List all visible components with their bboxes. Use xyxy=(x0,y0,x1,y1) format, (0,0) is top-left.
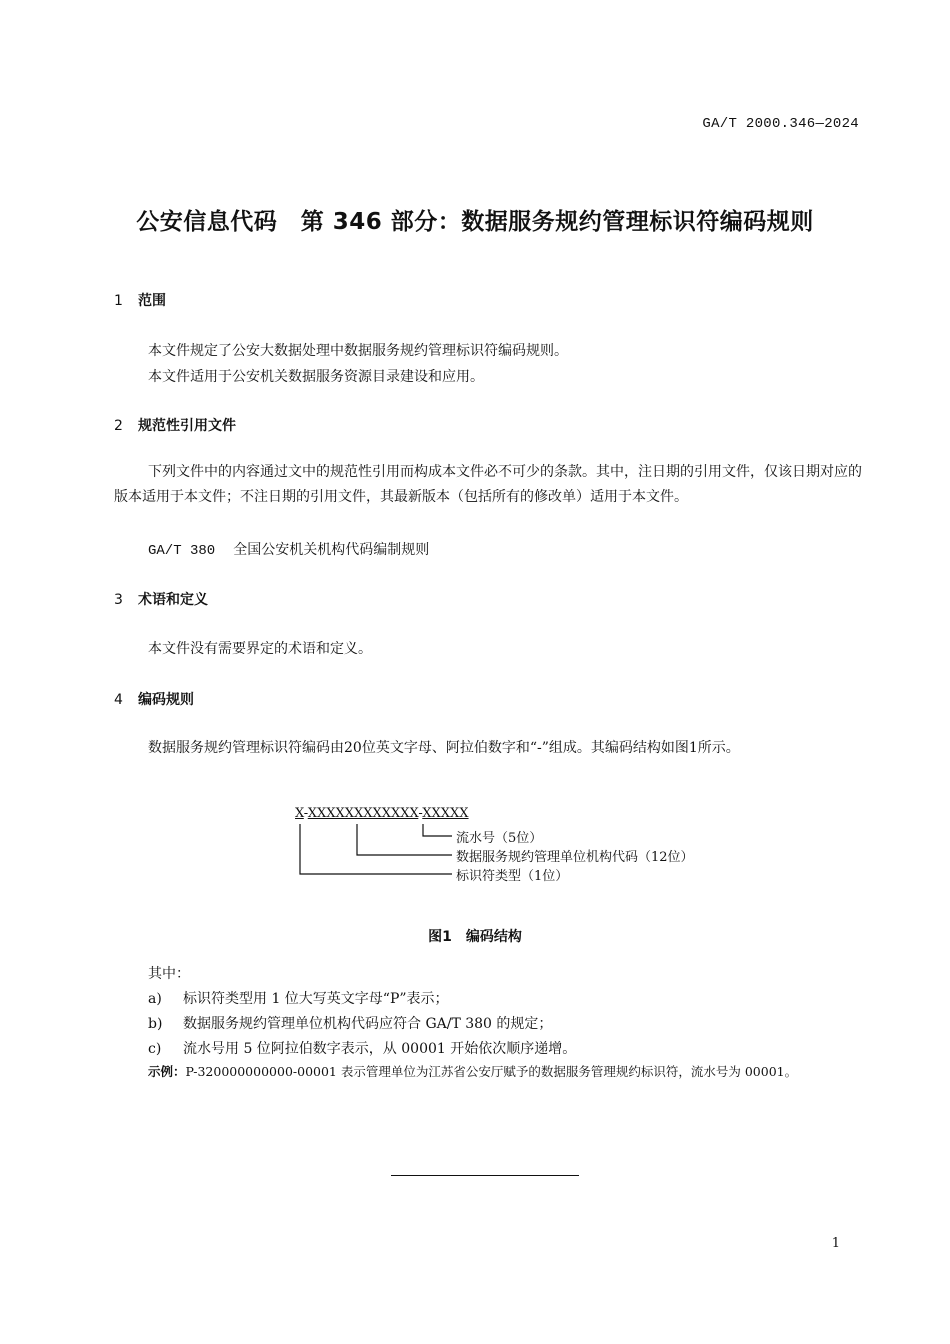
section-number: 1 xyxy=(114,293,123,309)
section-title: 编码规则 xyxy=(138,692,194,708)
code-separator: - xyxy=(418,806,423,821)
reference-entry xyxy=(148,539,429,559)
section-title: 术语和定义 xyxy=(138,592,208,608)
list-marker: b) xyxy=(148,1016,163,1032)
code-part-org: XXXXXXXXXXXX xyxy=(307,806,419,821)
code-separator: - xyxy=(303,806,308,821)
label-identifier-type: 标识符类型（1位） xyxy=(456,869,569,884)
document-code: GA/T 2000.346—2024 xyxy=(702,116,859,132)
coding-structure-diagram xyxy=(290,806,750,886)
list-item-b xyxy=(148,1013,552,1033)
scope-paragraph-2: 本文件适用于公安机关数据服务资源目录建设和应用。 xyxy=(148,369,484,385)
section-number: 2 xyxy=(114,418,123,434)
page-number: 1 xyxy=(831,1236,840,1251)
section-4-heading xyxy=(114,689,194,709)
section-1-heading xyxy=(114,290,166,310)
section-title: 范围 xyxy=(138,293,166,309)
list-text: 数据服务规约管理单位机构代码应符合 GA/T 380 的规定； xyxy=(183,1016,553,1032)
document-title: 公安信息代码 第 346 部分：数据服务规约管理标识符编码规则 xyxy=(136,209,814,235)
example-note xyxy=(148,1062,797,1080)
serial-connector xyxy=(423,824,452,836)
coding-paragraph: 数据服务规约管理标识符编码由20位英文字母、阿拉伯数字和“-”组成。其编码结构如图1所示。 xyxy=(148,740,740,756)
list-text: 流水号用 5 位阿拉伯数字表示，从 00001 开始依次顺序递增。 xyxy=(183,1041,577,1057)
list-marker: c) xyxy=(148,1041,162,1057)
section-2-heading xyxy=(114,415,236,435)
list-item-c xyxy=(148,1038,576,1058)
list-marker: a) xyxy=(148,991,162,1007)
list-text: 标识符类型用 1 位大写英文字母“P”表示； xyxy=(183,991,449,1007)
reference-code: GA/T 380 xyxy=(148,543,216,559)
section-number: 3 xyxy=(114,592,123,608)
end-rule xyxy=(391,1175,579,1176)
figure-caption: 图1 编码结构 xyxy=(428,929,522,945)
scope-paragraph-1: 本文件规定了公安大数据处理中数据服务规约管理标识符编码规则。 xyxy=(148,343,568,359)
section-number: 4 xyxy=(114,692,123,708)
references-paragraph: 下列文件中的内容通过文中的规范性引用而构成本文件必不可少的条款。其中，注日期的引用文件，仅该日期对应的版本适用于本文件；不注日期的引用文件，其最新版本（包括所有的修改单）适用于本文件。 xyxy=(114,464,862,505)
org-connector xyxy=(357,824,452,855)
list-item-a xyxy=(148,988,449,1008)
code-part-type: X xyxy=(295,806,304,821)
reference-title: 全国公安机关机构代码编制规则 xyxy=(233,542,430,558)
type-connector xyxy=(300,824,452,874)
section-title: 规范性引用文件 xyxy=(138,418,236,434)
section-3-heading xyxy=(114,589,208,609)
code-part-serial: XXXXX xyxy=(422,806,469,821)
example-text: P-320000000000-00001 表示管理单位为江苏省公安厅赋予的数据服务管理规约标识符，流水号为 00001。 xyxy=(185,1064,798,1079)
label-org-code: 数据服务规约管理单位机构代码（12位） xyxy=(456,850,694,865)
label-serial: 流水号（5位） xyxy=(456,831,543,846)
where-label: 其中： xyxy=(148,966,190,982)
terms-paragraph: 本文件没有需要界定的术语和定义。 xyxy=(148,641,372,657)
example-label: 示例： xyxy=(148,1064,186,1079)
